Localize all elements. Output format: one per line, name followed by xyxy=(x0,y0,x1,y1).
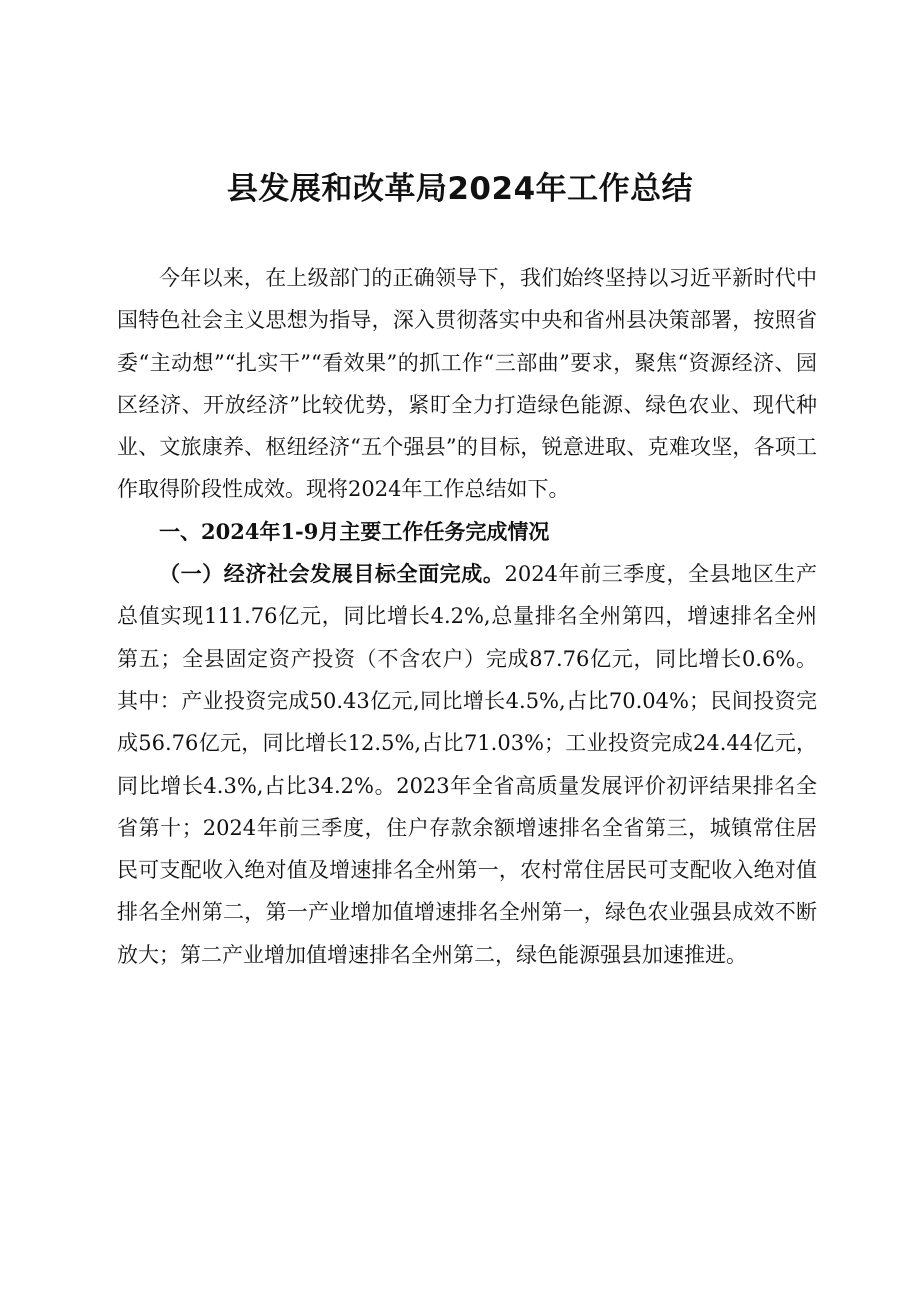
subsection-text: 2024年前三季度，全县地区生产总值实现111.76亿元，同比增长4.2%,总量排名全州第四，增速排名全州第五；全县固定资产投资（不含农户）完成87.76亿元，同比增长0.6%。其中：产业投资完成50.43亿元,同比增长4.5%,占比70.04%；民间投资完成56.76亿元，同比增长12.5%,占比71.03%；工业投资完成24.44亿元，同比增长4.3%,占比34.2%。2023年全省高质量发展评价初评结果排名全省第十；2024年前三季度，住户存款余额增速排名全省第三，城镇常住居民可支配收入绝对值及增速排名全州第一，农村常住居民可支配收入绝对值排名全州第二，第一产业增加值增速排名全州第一，绿色农业强县成效不断放大；第二产业增加值增速排名全州第二，绿色能源强县加速推进。 xyxy=(117,562,818,967)
section-heading: 一、2024年1-9月主要工作任务完成情况 xyxy=(159,518,550,544)
document-title: 县发展和改革局2024年工作总结 xyxy=(226,171,694,207)
document-body xyxy=(117,257,817,976)
intro-paragraph: 今年以来，在上级部门的正确领导下，我们始终坚持以习近平新时代中国特色社会主义思想为指导，深入贯彻落实中央和省州县决策部署，按照省委“主动想”“扎实干”“看效果”的抓工作“三部曲”要求，聚焦“资源经济、园区经济、开放经济”比较优势，紧盯全力打造绿色能源、绿色农业、现代种业、文旅康养、枢纽经济“五个强县”的目标，锐意进取、克难攻坚，各项工作取得阶段性成效。现将2024年工作总结如下。 xyxy=(117,266,817,502)
subsection-lead: （一）经济社会发展目标全面完成。 xyxy=(159,561,505,587)
subsection-paragraph xyxy=(117,553,817,976)
